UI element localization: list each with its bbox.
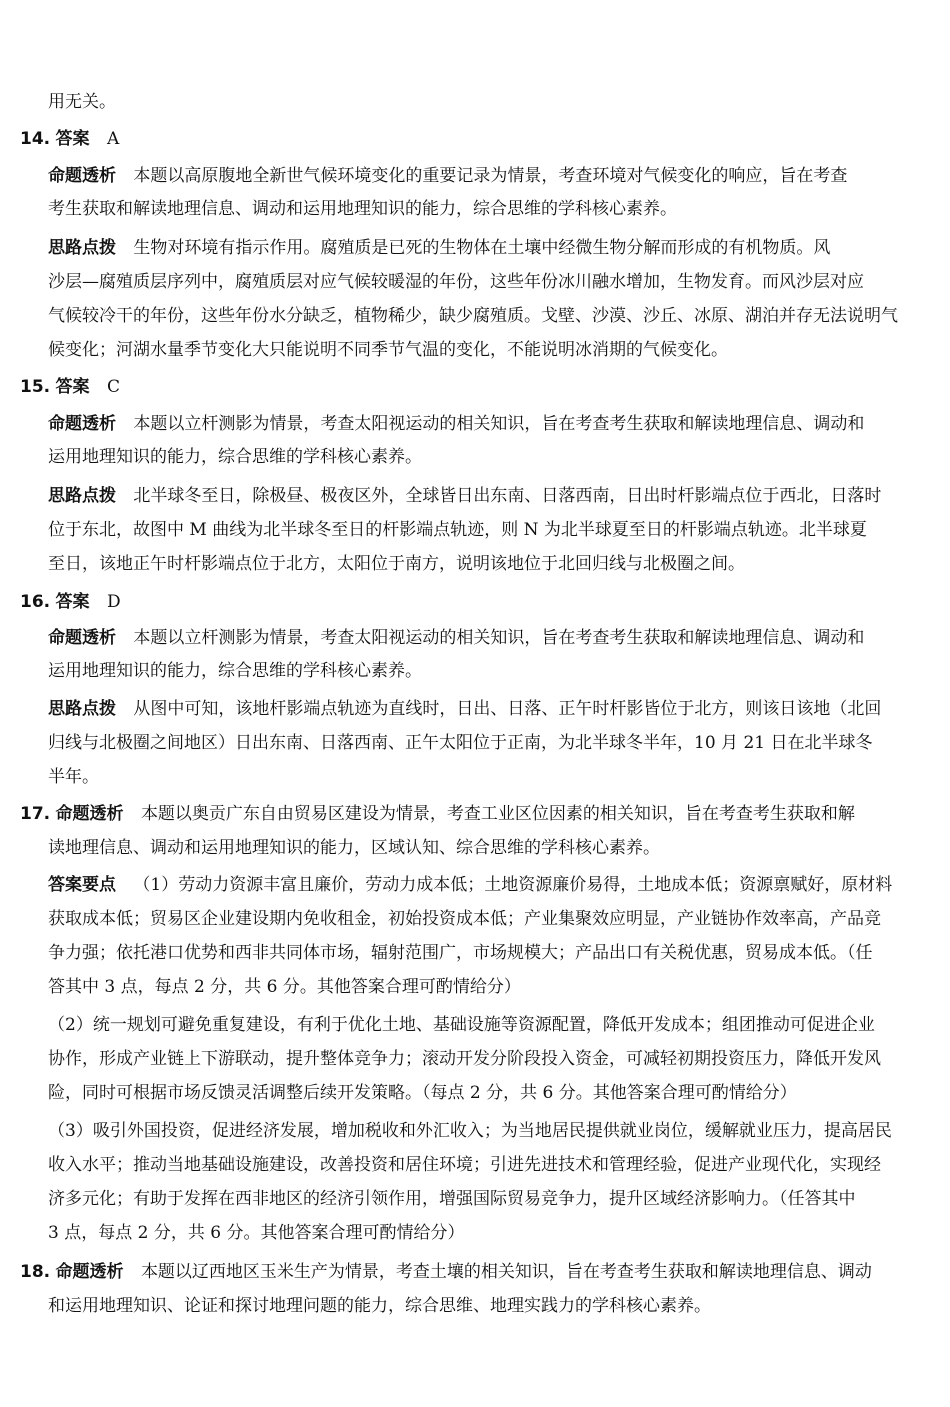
q14-analysis-text-1: 本题以高原腹地全新世气候环境变化的重要记录为情景，考查环境对气候变化的响应，旨在考查 bbox=[133, 166, 848, 186]
q18-analysis-text-1: 本题以辽西地区玉米生产为情景，考查土壤的相关知识，旨在考查考生获取和解读地理信息、调动 bbox=[140, 1262, 872, 1282]
q18-analysis-line-2: 和运用地理知识、论证和探讨地理问题的能力，综合思维、地理实践力的学科核心素养。 bbox=[48, 1296, 711, 1316]
q15-number: 15. bbox=[20, 377, 51, 397]
q17-analysis-line-2: 读地理信息、调动和运用地理知识的能力，区域认知、综合思维的学科核心素养。 bbox=[48, 838, 660, 858]
q15-analysis-line-2: 运用地理知识的能力，综合思维的学科核心素养。 bbox=[48, 447, 422, 467]
q16-hint-line-1 bbox=[48, 697, 932, 723]
q17-key1-line-1 bbox=[48, 873, 932, 899]
q14-number: 14. bbox=[20, 129, 51, 149]
q16-answer-label: 答案 bbox=[55, 592, 90, 612]
q16-hint-text-1: 从图中可知，该地杆影端点轨迹为直线时，日出、日落、正午时杆影皆位于北方，则该日该地（北回 bbox=[133, 699, 882, 719]
q17-key3-line-3: 济多元化；有助于发挥在西非地区的经济引领作用，增强国际贸易竞争力，提升区域经济影响力。（任答其中 bbox=[48, 1189, 856, 1209]
q17-key3-line-2: 收入水平；推动当地基础设施建设，改善投资和居住环境；引进先进技术和管理经验，促进产业现代化，实现经 bbox=[48, 1155, 881, 1175]
q17-key1-text-1: （1）劳动力资源丰富且廉价，劳动力成本低；土地资源廉价易得，土地成本低；资源禀赋好，原材料 bbox=[133, 875, 893, 895]
q14-answer-line bbox=[20, 127, 920, 153]
q17-number: 17. bbox=[20, 804, 51, 824]
q14-hint-line-2: 沙层—腐殖质层序列中，腐殖质层对应气候较暖湿的年份，这些年份冰川融水增加，生物发育。而风沙层对应 bbox=[48, 272, 864, 292]
q16-answer-line bbox=[20, 590, 920, 616]
q16-hint-line-3: 半年。 bbox=[48, 767, 99, 787]
q16-hint-line-2: 归线与北极圈之间地区）日出东南、日落西南、正午太阳位于正南，为北半球冬半年，10 月 21 日在北半球冬 bbox=[48, 733, 873, 753]
q14-hint-line-1 bbox=[48, 236, 932, 262]
intro-tail: 用无关。 bbox=[48, 92, 116, 112]
q14-answer-label: 答案 bbox=[55, 129, 90, 149]
q18-analysis-line-1 bbox=[20, 1260, 932, 1286]
q17-key2-line-3: 险，同时可根据市场反馈灵活调整后续开发策略。（每点 2 分，共 6 分。其他答案合理可酌情给分） bbox=[48, 1083, 797, 1103]
q16-analysis-line-2: 运用地理知识的能力，综合思维的学科核心素养。 bbox=[48, 661, 422, 681]
q16-analysis-text-1: 本题以立杆测影为情景，考查太阳视运动的相关知识，旨在考查考生获取和解读地理信息、调动和 bbox=[133, 628, 865, 648]
q17-key1-line-2: 获取成本低；贸易区企业建设期内免收租金，初始投资成本低；产业集聚效应明显，产业链协作效率高，产品竞 bbox=[48, 909, 881, 929]
q17-key-label: 答案要点 bbox=[48, 875, 116, 895]
q16-answer-value: D bbox=[106, 592, 121, 612]
q16-number: 16. bbox=[20, 592, 51, 612]
q17-analysis-text-1: 本题以奥贡广东自由贸易区建设为情景，考查工业区位因素的相关知识，旨在考查考生获取和解 bbox=[140, 804, 855, 824]
q15-answer-line bbox=[20, 375, 920, 401]
q15-answer-value: C bbox=[106, 377, 120, 397]
q15-hint-line-2: 位于东北，故图中 M 曲线为北半球冬至日的杆影端点轨迹，则 N 为北半球夏至日的杆影端点轨迹。北半球夏 bbox=[48, 520, 867, 540]
q14-hint-line-3: 气候较冷干的年份，这些年份水分缺乏，植物稀少，缺少腐殖质。戈壁、沙漠、沙丘、冰原、湖泊并存无法说明气 bbox=[48, 306, 898, 326]
q17-key1-line-3: 争力强；依托港口优势和西非共同体市场，辐射范围广，市场规模大；产品出口有关税优惠，贸易成本低。（任 bbox=[48, 943, 873, 963]
q17-analysis-line-1 bbox=[20, 802, 932, 828]
q17-key3-line-1: （3）吸引外国投资，促进经济发展，增加税收和外汇收入；为当地居民提供就业岗位，缓解就业压力，提高居民 bbox=[48, 1121, 892, 1141]
q17-key2-line-2: 协作，形成产业链上下游联动，提升整体竞争力；滚动开发分阶段投入资金，可减轻初期投资压力，降低开发风 bbox=[48, 1049, 881, 1069]
q14-hint-line-4: 候变化；河湖水量季节变化大只能说明不同季节气温的变化，不能说明冰消期的气候变化。 bbox=[48, 340, 728, 360]
q18-number: 18. bbox=[20, 1262, 51, 1282]
q15-answer-label: 答案 bbox=[55, 377, 90, 397]
q18-analysis-label: 命题透析 bbox=[55, 1262, 124, 1282]
q17-key3-line-4: 3 点，每点 2 分，共 6 分。其他答案合理可酌情给分） bbox=[48, 1223, 465, 1243]
q15-analysis-label: 命题透析 bbox=[48, 414, 116, 434]
q15-hint-line-3: 至日，该地正午时杆影端点位于北方，太阳位于南方，说明该地位于北回归线与北极圈之间。 bbox=[48, 554, 745, 574]
q14-analysis-label: 命题透析 bbox=[48, 166, 116, 186]
q15-hint-line-1 bbox=[48, 484, 932, 510]
q15-analysis-line-1 bbox=[48, 412, 932, 438]
q14-hint-label: 思路点拨 bbox=[48, 238, 116, 258]
q14-analysis-line-2: 考生获取和解读地理信息、调动和运用地理知识的能力，综合思维的学科核心素养。 bbox=[48, 199, 677, 219]
q14-analysis-line-1 bbox=[48, 164, 932, 190]
q14-answer-value: A bbox=[106, 129, 120, 149]
q15-hint-text-1: 北半球冬至日，除极昼、极夜区外，全球皆日出东南、日落西南，日出时杆影端点位于西北，日落时 bbox=[133, 486, 882, 506]
q17-key1-line-4: 答其中 3 点，每点 2 分，共 6 分。其他答案合理可酌情给分） bbox=[48, 977, 521, 997]
q17-analysis-label: 命题透析 bbox=[55, 804, 124, 824]
q14-hint-text-1: 生物对环境有指示作用。腐殖质是已死的生物体在土壤中经微生物分解而形成的有机物质。风 bbox=[133, 238, 831, 258]
q15-hint-label: 思路点拨 bbox=[48, 486, 116, 506]
q15-analysis-text-1: 本题以立杆测影为情景，考查太阳视运动的相关知识，旨在考查考生获取和解读地理信息、调动和 bbox=[133, 414, 865, 434]
q16-analysis-label: 命题透析 bbox=[48, 628, 116, 648]
q16-analysis-line-1 bbox=[48, 626, 932, 652]
q16-hint-label: 思路点拨 bbox=[48, 699, 116, 719]
q17-key2-line-1: （2）统一规划可避免重复建设，有利于优化土地、基础设施等资源配置，降低开发成本；组团推动可促进企业 bbox=[48, 1015, 875, 1035]
